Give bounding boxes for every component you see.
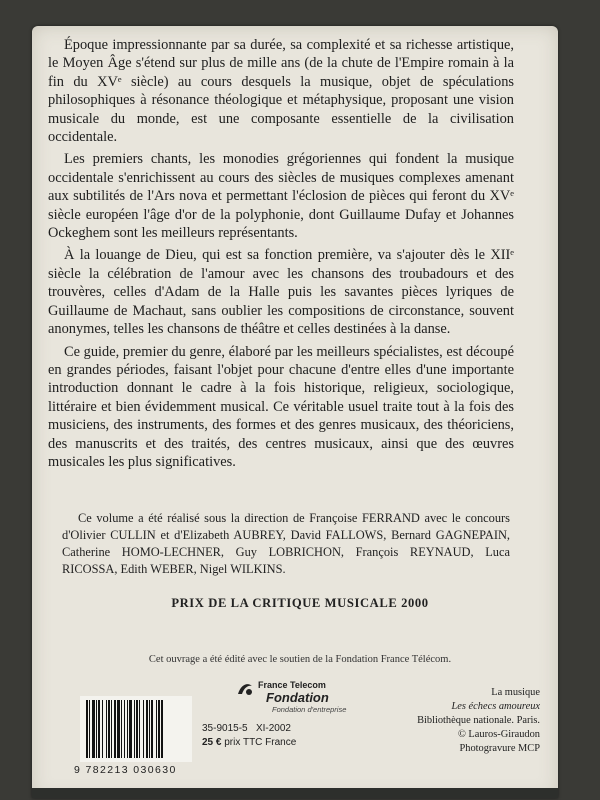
support-note: Cet ouvrage a été édité avec le soutien de la Fondation France Télécom. [148, 654, 452, 665]
paragraph-4: Ce guide, premier du genre, élaboré par les meilleurs spécialistes, est découpé en grandes périodes, faisant l'objet pour chacune d'entre elles d'une importante introduction donnant le cadre à la fois historique, religieux, sociologique, littéraire et bien évidemment musical. Ce véritable usuel traite tout à la fois des musiciens, des instruments, des formes et des genres musicaux, des théoriciens, des manuscrits et des traités, des centres musicaux, ainsi que des œuvres musicales les plus significatives. [48, 343, 514, 470]
cover-illustration-credit [417, 686, 540, 756]
barcode-bar [139, 700, 140, 758]
paragraph-3: À la louange de Dieu, qui est sa fonction première, va s'ajouter dès le XIIᵉ siècle la célébration de l'amour avec les chansons des troubadours et des trouvères, celles d'Adam de la Halle puis les savantes pièces lyriques de Guillaume de Machaut, sans oublier les compositions de circonstance, souvent anonymes, telles les chansons de théâtre et celles destinées à la danse. [48, 247, 514, 338]
credit-line-3: Bibliothèque nationale. Paris. [417, 715, 540, 726]
contributors-credits [62, 510, 510, 578]
table-edge [32, 788, 558, 798]
barcode-bar [136, 700, 138, 758]
barcode-bar [89, 700, 90, 758]
credit-line-4: © Lauros-Giraudon [457, 729, 540, 740]
prize-heading: PRIX DE LA CRITIQUE MUSICALE 2000 [171, 596, 429, 610]
reference-date: XI-2002 [255, 723, 291, 734]
barcode-bar [134, 700, 135, 758]
barcode-number: 9 782213 030630 [74, 764, 177, 776]
barcode-bar [146, 700, 148, 758]
france-telecom-logo [236, 678, 356, 718]
barcode-bar [111, 700, 112, 758]
barcode-bar [143, 700, 144, 758]
paragraph-1: Époque impressionnante par sa durée, sa complexité et sa richesse artistique, le Moyen Âge s'étend sur plus de mille ans (de la chute de l'Empire romain à la fin du XVᵉ siècle) au cours desquels la musique, objet de spéculations philosophiques à résonance théologique et métaphysique, proposant une vision musicale du monde, est une composante essentielle de la civilisation occidentale. [48, 37, 514, 146]
barcode-bar [158, 700, 160, 758]
barcode-bar [124, 700, 125, 758]
description-text [48, 36, 514, 475]
barcode-bar [108, 700, 110, 758]
barcode-bar [102, 700, 103, 758]
barcode-bar [129, 700, 132, 758]
barcode-bar [114, 700, 116, 758]
credit-line-2: Les échecs amoureux [451, 701, 540, 712]
barcode-bar [117, 700, 120, 758]
logo-brand: France Telecom [258, 680, 326, 690]
paragraph-2: Les premiers chants, les monodies grégoriennes qui fondent la musique occidentale s'enrichissent au cours des siècles de musiques complexes amenant aux subtilités de l'Ars nova et permettant l'éclosion de pièces qui feront du XVᵉ siècle européen l'âge d'or de la polyphonie, dont Guillaume Dufay et Johannes Ockeghem sont les meilleurs représentants. [48, 151, 514, 242]
barcode-bar [98, 700, 100, 758]
barcode-bar [151, 700, 153, 758]
barcode-bar [127, 700, 128, 758]
credits-text: Ce volume a été réalisé sous la direction de Françoise FERRAND avec le concours d'Olivier CULLIN et d'Elizabeth AUBREY, David FALLOWS, Bernard GAGNEPAIN, Catherine HOMO-LECHNER, Guy LOBRICHON, François REYNAUD, Luca RICOSSA, Edith WEBER, Nigel WILKINS. [62, 511, 510, 576]
barcode-bar [106, 700, 107, 758]
barcode-bar [96, 700, 97, 758]
reference-info [202, 722, 296, 750]
logo-foundation: Fondation [266, 690, 329, 705]
barcode-bar [92, 700, 95, 758]
price-note: prix TTC France [224, 737, 297, 748]
barcode-bars [84, 700, 188, 758]
reference-code: 35-9015-5 [202, 723, 248, 734]
barcode-bar [156, 700, 157, 758]
barcode-bar [86, 700, 88, 758]
isbn-barcode [80, 696, 192, 762]
barcode-bar [121, 700, 122, 758]
france-telecom-logo-icon [236, 680, 254, 698]
logo-tagline: Fondation d'entreprise [272, 705, 347, 714]
barcode-bar [161, 700, 163, 758]
barcode-bar [149, 700, 150, 758]
credit-line-5: Photogravure MCP [459, 743, 540, 754]
credit-line-1: La musique [491, 687, 540, 698]
price: 25 € [202, 737, 222, 748]
